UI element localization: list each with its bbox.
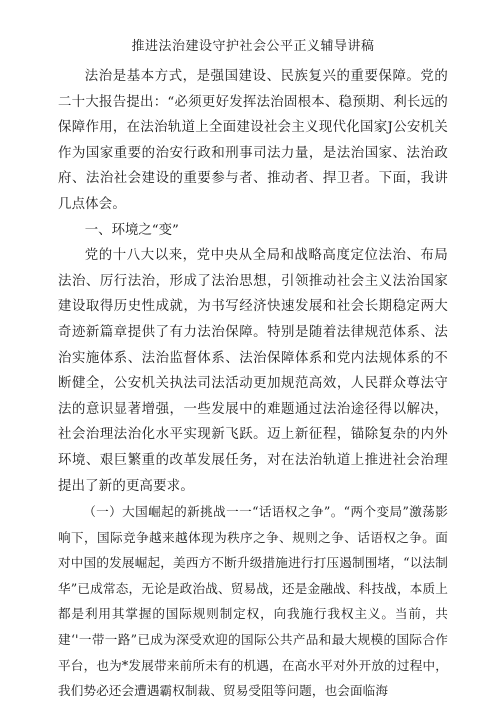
section-heading: 一、环境之“变” [84,222,179,238]
subsection-paragraph: （一）大国崛起的新挑战一一“话语权之争”。“两个变局”激荡影响下，国际竞争越来越体现为秩序之争、规则之争、话语权之争。面对中国的发展崛起，美西方不断升级措施进行打压遏制围堵，“以法制华”已成常态，无论是政治战、贸易战，还是金融战、科技战，本质上都是利用其掌握的国际规则制定权，向我施行我权主义。当前，共建‘'一带一路”已成为深受欢迎的国际公共产品和最大规模的国际合作平台，也为*发展带来前所未有的机遇，在高水平对外开放的过程中，我们势必还会遭遇霸权制裁、贸易受阻等问题，也会面临海 [58,504,448,699]
section-paragraph: 党的十八大以来，党中央从全局和战略高度定位法治、布局法治、厉行法治，形成了法治思想，引领推动社会主义法治国家建设取得历史性成就，为书写经济快速发展和社会长期稳定两大奇迹新篇章提供了有力法治保障。特别是随着法律规范体系、法治实施体系、法治监督体系、法治保障体系和党内法规体系的不断健全，公安机关执法司法活动更加规范高效，人民群众尊法守法的意识显著增强，一些发展中的难题通过法治途径得以解决，社会治理法治化水平实现新飞跃。迈上新征程，锚除复杂的内外环境、艰巨繁重的改革发展任务，对在法治轨道上推进社会治理提出了新的更高要求。 [58,248,448,494]
document-title: 推进法治建设守护社会公平正义辅导讲稿 [131,39,375,54]
intro-paragraph: 法治是基本方式，是强国建设、民族复兴的重要保障。党的二十大报告提出：“必须更好发挥法治固根本、稳预期、利长远的保障作用，在法治轨道上全面建设社会主义现代化国家J公安机关作为国家重要的治安行政和刑事司法力量，是法治国家、法治政府、法治社会建设的重要参与者、推动者、捍卫者。下面，我讲几点体会。 [58,69,448,212]
